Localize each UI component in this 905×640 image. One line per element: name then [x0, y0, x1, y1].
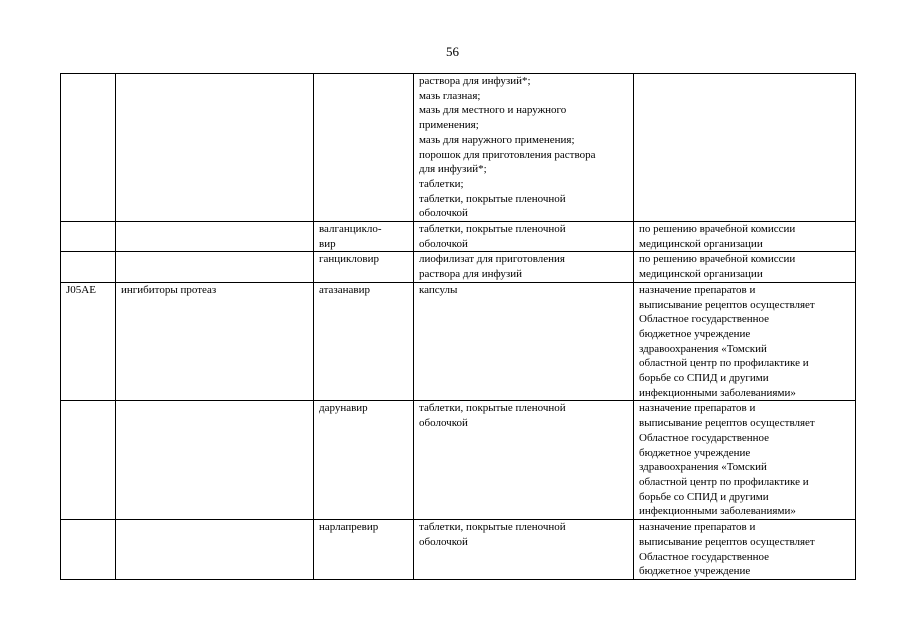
cell-text-line: валганцикло- [319, 223, 382, 236]
note-cell [634, 520, 856, 580]
dosage-forms-cell [414, 252, 634, 282]
cell-text-line: таблетки, покрытые пленочной [419, 223, 566, 236]
cell-text-line: раствора для инфузий [419, 268, 522, 281]
group-name-cell [116, 520, 314, 580]
drug-name-cell [314, 74, 414, 222]
cell-text-line: для инфузий*; [419, 163, 487, 176]
cell-text-line: дарунавир [319, 402, 368, 415]
cell-text-line: применения; [419, 119, 479, 132]
cell-text-line: бюджетное учреждение [639, 446, 751, 459]
cell-text-line: нарлапревир [319, 521, 379, 534]
cell-text-line: атазанавир [319, 283, 370, 296]
cell-text-line: медицинской организации [639, 268, 763, 281]
table-row [61, 252, 856, 282]
drug-name-cell [314, 401, 414, 520]
dosage-forms-cell [414, 222, 634, 252]
cell-text-line: оболочкой [419, 237, 468, 250]
cell-text-line: бюджетное учреждение [639, 565, 751, 578]
note-cell [634, 222, 856, 252]
cell-text-line: оболочкой [419, 417, 468, 430]
cell-text: J05AE [66, 283, 96, 296]
cell-text-line: оболочкой [419, 207, 468, 220]
cell-text-line: мазь для наружного применения; [419, 133, 575, 146]
drug-name-cell [314, 222, 414, 252]
cell-text-line: инфекционными заболеваниями» [639, 505, 796, 518]
cell-text-line: здравоохранения «Томский [639, 342, 767, 355]
cell-text-line: по решению врачебной комиссии [639, 253, 796, 266]
table-body [61, 74, 856, 580]
group-name-cell [116, 74, 314, 222]
group-name-cell [116, 282, 314, 401]
atc-code-cell [61, 282, 116, 401]
atc-code-cell [61, 252, 116, 282]
atc-code-cell [61, 74, 116, 222]
cell-text-line: борьбе со СПИД и другими [639, 490, 769, 503]
page-number: 56 [446, 44, 459, 59]
cell-text-line: выписывание рецептов осуществляет [639, 535, 815, 548]
table-row [61, 401, 856, 520]
table-row [61, 282, 856, 401]
note-cell [634, 252, 856, 282]
cell-text: ингибиторы протеаз [121, 283, 217, 296]
table-row [61, 74, 856, 222]
cell-text-line: таблетки, покрытые пленочной [419, 402, 566, 415]
cell-text-line: Областное государственное [639, 550, 770, 563]
drug-name-cell [314, 520, 414, 580]
cell-text-line: областной центр по профилактике и [639, 357, 809, 370]
cell-text-line: таблетки, покрытые пленочной [419, 521, 566, 534]
dosage-forms-cell [414, 282, 634, 401]
atc-code-cell [61, 401, 116, 520]
cell-text-line: вир [319, 237, 336, 250]
group-name-cell [116, 401, 314, 520]
cell-text-line: Областное государственное [639, 313, 770, 326]
note-cell [634, 282, 856, 401]
group-name-cell [116, 222, 314, 252]
cell-text-line: мазь глазная; [419, 89, 481, 102]
cell-text-line: выписывание рецептов осуществляет [639, 298, 815, 311]
drug-table [60, 73, 856, 580]
cell-text-line: выписывание рецептов осуществляет [639, 417, 815, 430]
note-cell [634, 401, 856, 520]
atc-code-cell [61, 222, 116, 252]
cell-text-line: лиофилизат для приготовления [419, 253, 565, 266]
cell-text-line: медицинской организации [639, 237, 763, 250]
cell-text-line: борьбе со СПИД и другими [639, 372, 769, 385]
drug-name-cell [314, 252, 414, 282]
group-name-cell [116, 252, 314, 282]
dosage-forms-cell [414, 74, 634, 222]
drug-name-cell [314, 282, 414, 401]
cell-text-line: раствора для инфузий*; [419, 75, 531, 87]
note-cell [634, 74, 856, 222]
cell-text-line: порошок для приготовления раствора [419, 148, 596, 161]
dosage-forms-cell [414, 520, 634, 580]
cell-text-line: таблетки; [419, 177, 464, 190]
cell-text-line: бюджетное учреждение [639, 327, 751, 340]
cell-text-line: мазь для местного и наружного [419, 104, 567, 117]
cell-text-line: капсулы [419, 283, 458, 296]
table-row [61, 520, 856, 580]
dosage-forms-cell [414, 401, 634, 520]
cell-text-line: по решению врачебной комиссии [639, 223, 796, 236]
cell-text-line: оболочкой [419, 535, 468, 548]
cell-text-line: Областное государственное [639, 431, 770, 444]
table-row [61, 222, 856, 252]
cell-text-line: таблетки, покрытые пленочной [419, 192, 566, 205]
cell-text-line: назначение препаратов и [639, 402, 756, 415]
cell-text-line: назначение препаратов и [639, 283, 756, 296]
cell-text-line: инфекционными заболеваниями» [639, 386, 796, 399]
cell-text-line: областной центр по профилактике и [639, 475, 809, 488]
atc-code-cell [61, 520, 116, 580]
cell-text-line: ганцикловир [319, 253, 379, 266]
cell-text-line: назначение препаратов и [639, 521, 756, 534]
cell-text-line: здравоохранения «Томский [639, 461, 767, 474]
